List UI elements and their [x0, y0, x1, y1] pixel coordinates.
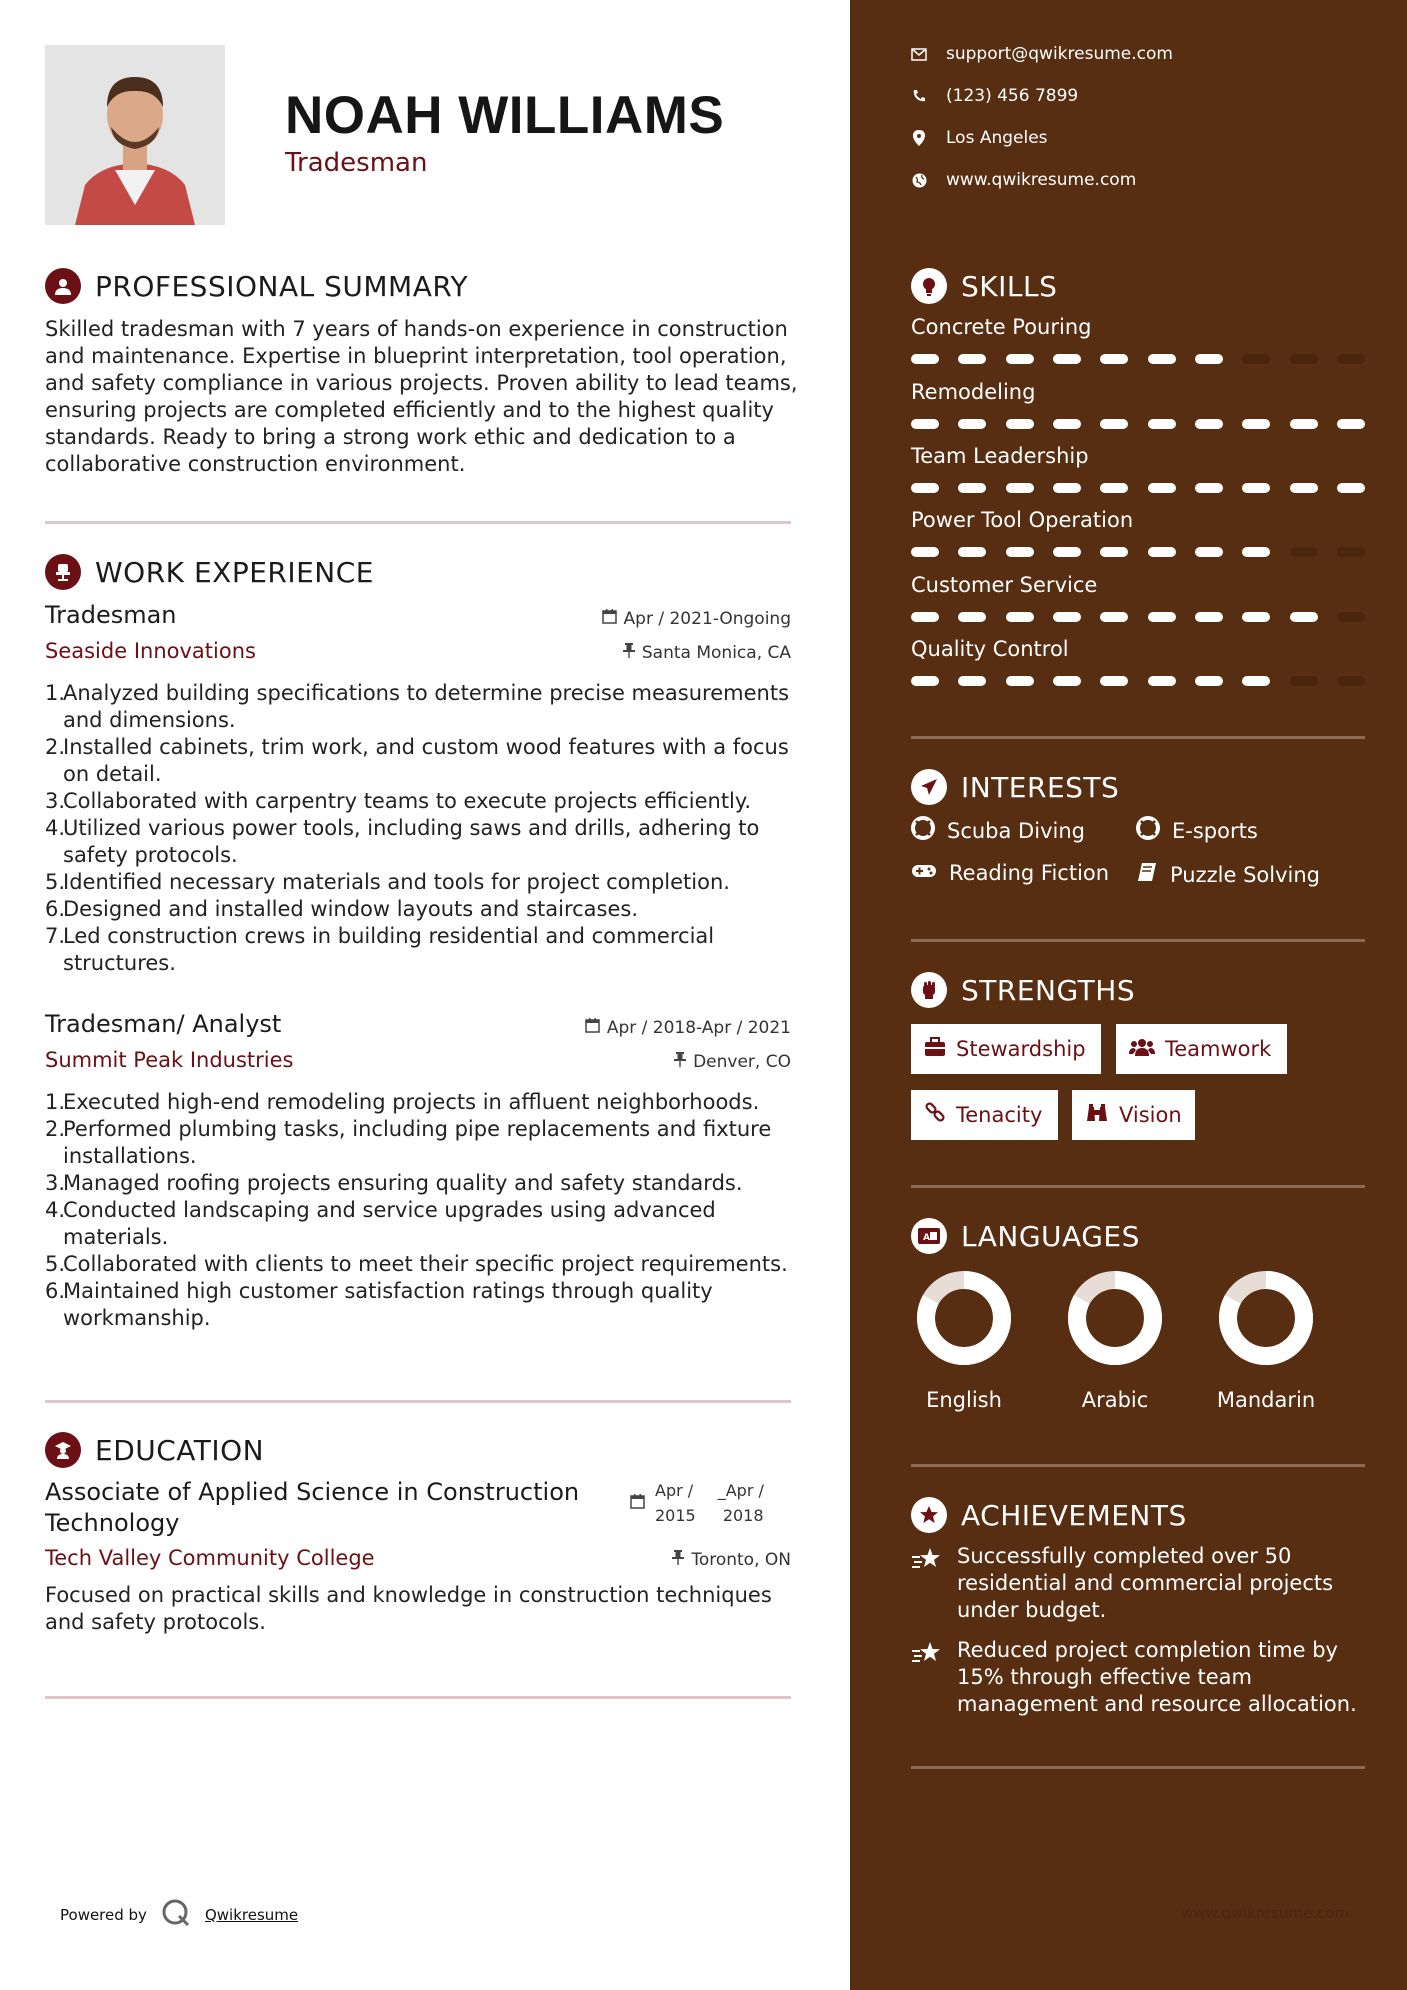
list-item: 6. Maintained high customer satisfaction ratings through quality workmanship. — [45, 1279, 713, 1330]
brand-link[interactable]: Qwikresume — [204, 1906, 299, 1924]
skill-segment — [1148, 612, 1176, 622]
skill-segment — [1337, 676, 1365, 686]
skill-segment — [1100, 419, 1128, 429]
footer-url[interactable]: www.qwikresume.com — [1181, 1904, 1349, 1922]
divider — [911, 939, 1365, 942]
globe-icon — [911, 172, 927, 188]
education-dates — [630, 1478, 764, 1528]
school-name: Tech Valley Community College — [45, 1546, 375, 1570]
list-item: 2. Installed cabinets, trim work, and custom wood features with a focus on detail. — [45, 735, 789, 786]
list-item: 6. Designed and installed window layouts and staircases. — [45, 897, 639, 921]
sidebar — [850, 0, 1407, 1990]
company-name: Summit Peak Industries — [45, 1048, 294, 1072]
candidate-title: Tradesman — [285, 148, 428, 178]
svg-text:A: A — [923, 1233, 930, 1243]
skill-segment — [958, 419, 986, 429]
job-location: Denver, CO — [674, 1052, 791, 1072]
skill-segment — [1100, 483, 1128, 493]
skill-segment — [1337, 419, 1365, 429]
interests-heading — [911, 769, 1119, 805]
skill-segment — [1337, 354, 1365, 364]
powered-by: Powered by Qwikresume — [60, 1898, 298, 1932]
skill-segment — [1006, 612, 1034, 622]
skill-segment — [1195, 547, 1223, 557]
contact-phone[interactable]: (123) 456 7899 — [911, 86, 1078, 106]
skills-heading — [911, 268, 1057, 304]
skill-segment — [1195, 483, 1223, 493]
skill-segment — [911, 547, 939, 557]
book-icon — [1136, 861, 1158, 888]
binoculars-icon — [1085, 1103, 1109, 1128]
skill-segment — [958, 483, 986, 493]
skill-name: Power Tool Operation — [911, 508, 1134, 532]
skill-segment — [1006, 419, 1034, 429]
skill-segment — [1053, 676, 1081, 686]
interest-item: Scuba Diving — [911, 816, 1085, 845]
star-badge-icon — [911, 1497, 947, 1533]
skill-segment — [1290, 676, 1318, 686]
skill-segment — [1053, 483, 1081, 493]
skill-segment — [1242, 547, 1270, 557]
language-item — [1050, 1268, 1180, 1412]
list-item: 5. Identified necessary materials and tools for project completion. — [45, 870, 730, 894]
interest-item: Reading Fiction — [911, 861, 1109, 885]
job-bullets — [45, 1089, 800, 1332]
skill-segment — [1148, 676, 1176, 686]
skill-segment — [911, 612, 939, 622]
job-bullets — [45, 680, 800, 977]
skill-segment — [1100, 547, 1128, 557]
shooting-star-icon — [911, 1543, 943, 1624]
company-name: Seaside Innovations — [45, 639, 256, 663]
strength-chip: Stewardship — [911, 1024, 1101, 1074]
skill-segment — [1242, 354, 1270, 364]
candidate-name: NOAH WILLIAMS — [285, 86, 725, 145]
skill-segment — [1337, 483, 1365, 493]
pin-icon — [623, 643, 635, 663]
skill-segment — [1100, 612, 1128, 622]
language-item — [1201, 1268, 1331, 1412]
education-heading — [45, 1432, 264, 1468]
skill-segment — [1148, 354, 1176, 364]
language-name: English — [926, 1388, 1002, 1412]
skill-segment — [1053, 612, 1081, 622]
list-item: 7. Led construction crews in building residential and commercial structures. — [45, 924, 715, 975]
skill-segment — [1290, 612, 1318, 622]
contact-website[interactable]: www.qwikresume.com — [911, 170, 1136, 190]
skills-title: SKILLS — [961, 269, 1058, 303]
skill-bar — [911, 612, 1365, 622]
job-dates: Apr / 2021-Ongoing — [602, 609, 791, 629]
lifebuoy-icon — [911, 816, 935, 845]
pin-icon — [674, 1052, 686, 1072]
list-item: 3. Collaborated with carpentry teams to execute projects efficiently. — [45, 789, 751, 813]
degree-title: Associate of Applied Science in Construction Technology — [45, 1478, 580, 1537]
skill-segment — [958, 547, 986, 557]
list-item: 4. Utilized various power tools, including saws and drills, adhering to safety protocols. — [45, 816, 760, 867]
paper-plane-icon — [911, 769, 947, 805]
language-name: Arabic — [1081, 1388, 1149, 1412]
job-dates: Apr / 2018-Apr / 2021 — [585, 1018, 791, 1038]
divider — [911, 736, 1365, 739]
skill-segment — [911, 676, 939, 686]
education-title: EDUCATION — [95, 1433, 265, 1467]
list-item: 2. Performed plumbing tasks, including pipe replacements and fixture installations. — [45, 1117, 772, 1168]
skill-segment — [958, 354, 986, 364]
user-icon — [45, 268, 81, 304]
achievement-item: Reduced project completion time by 15% through effective team management and resource allocation. — [911, 1637, 1381, 1718]
language-item — [899, 1268, 1029, 1412]
skill-name: Remodeling — [911, 380, 1036, 404]
language-name: Mandarin — [1216, 1388, 1316, 1412]
strength-chip: Teamwork — [1116, 1024, 1287, 1074]
pin-icon — [672, 1550, 684, 1570]
language-ring — [1065, 1268, 1165, 1368]
lightbulb-icon — [911, 268, 947, 304]
skill-bar — [911, 547, 1365, 557]
summary-text: Skilled tradesman with 7 years of hands-on experience in construction and maintenance. Expertise in blueprint interpretation, tool operation, and safety compliance in various projects. Proven ability to lead teams, ensuring projects are completed efficiently and to the highest quality standards. Ready to bring a strong work ethic and dedication to a collaborative construction environment. — [45, 317, 798, 476]
skill-segment — [958, 676, 986, 686]
divider — [911, 1766, 1365, 1769]
interest-item: E-sports — [1136, 816, 1258, 845]
start-date: Apr / 2015 — [655, 1481, 696, 1525]
skill-segment — [1006, 547, 1034, 557]
end-date: _Apr / 2018 — [717, 1481, 764, 1525]
profile-photo — [45, 45, 225, 225]
skill-segment — [1100, 354, 1128, 364]
skill-segment — [1148, 547, 1176, 557]
language-icon — [911, 1218, 947, 1254]
skill-segment — [911, 419, 939, 429]
strength-chip: Tenacity — [911, 1090, 1058, 1140]
skill-segment — [1195, 419, 1223, 429]
skill-segment — [911, 483, 939, 493]
skill-bar — [911, 483, 1365, 493]
summary-heading — [45, 268, 468, 304]
skill-segment — [1242, 676, 1270, 686]
skill-segment — [1337, 547, 1365, 557]
strengths-heading — [911, 972, 1135, 1008]
skill-segment — [1006, 354, 1034, 364]
skill-segment — [1195, 354, 1223, 364]
skill-segment — [1337, 612, 1365, 622]
languages-heading — [911, 1218, 1140, 1254]
graduate-icon — [45, 1432, 81, 1468]
phone-icon — [911, 88, 927, 104]
job-title: Tradesman — [45, 601, 177, 629]
education-description: Focused on practical skills and knowledge in construction techniques and safety protocols. — [45, 1583, 772, 1634]
skill-bar — [911, 354, 1365, 364]
divider — [911, 1464, 1365, 1467]
skill-segment — [958, 612, 986, 622]
skill-segment — [1242, 419, 1270, 429]
list-item: 5. Collaborated with clients to meet their specific project requirements. — [45, 1252, 788, 1276]
skill-segment — [1242, 483, 1270, 493]
skill-segment — [1290, 354, 1318, 364]
skill-name: Quality Control — [911, 637, 1069, 661]
summary-title: PROFESSIONAL SUMMARY — [95, 269, 469, 303]
gamepad-icon — [911, 861, 937, 885]
skill-segment — [1053, 354, 1081, 364]
job-title: Tradesman/ Analyst — [45, 1010, 282, 1038]
strength-chip: Vision — [1072, 1090, 1195, 1140]
link-icon — [924, 1102, 946, 1129]
experience-title: WORK EXPERIENCE — [95, 555, 374, 589]
skill-segment — [1006, 483, 1034, 493]
school-location: Toronto, ON — [672, 1550, 791, 1570]
list-item: 3. Managed roofing projects ensuring quality and safety standards. — [45, 1171, 743, 1195]
calendar-icon — [585, 1018, 600, 1038]
job-location: Santa Monica, CA — [623, 643, 791, 663]
achievement-item: Successfully completed over 50 residential and commercial projects under budget. — [911, 1543, 1381, 1624]
qwikresume-logo-icon — [161, 1898, 191, 1932]
experience-heading — [45, 554, 374, 590]
list-item: 1. Executed high-end remodeling projects in affluent neighborhoods. — [45, 1090, 760, 1114]
skill-segment — [1100, 676, 1128, 686]
skill-bar — [911, 419, 1365, 429]
skill-segment — [1053, 419, 1081, 429]
skill-name: Team Leadership — [911, 444, 1089, 468]
achievements-heading — [911, 1497, 1187, 1533]
map-pin-icon — [911, 130, 927, 146]
lifebuoy-icon — [1136, 816, 1160, 845]
list-item: 4. Conducted landscaping and service upgrades using advanced materials. — [45, 1198, 716, 1249]
skill-segment — [1195, 676, 1223, 686]
list-item: 1. Analyzed building specifications to determine precise measurements and dimensions. — [45, 681, 790, 732]
skill-segment — [1148, 419, 1176, 429]
interest-item: Puzzle Solving — [1136, 861, 1320, 888]
languages-title: LANGUAGES — [961, 1219, 1140, 1253]
divider — [45, 1696, 791, 1699]
skill-segment — [1290, 419, 1318, 429]
language-ring — [1216, 1268, 1316, 1368]
skill-segment — [1053, 547, 1081, 557]
skill-segment — [1148, 483, 1176, 493]
skill-segment — [1242, 612, 1270, 622]
interests-title: INTERESTS — [961, 770, 1120, 804]
skill-name: Customer Service — [911, 573, 1098, 597]
envelope-icon — [911, 46, 927, 62]
briefcase-icon — [924, 1037, 946, 1062]
skill-segment — [1195, 612, 1223, 622]
strengths-title: STRENGTHS — [961, 973, 1136, 1007]
skill-segment — [1290, 483, 1318, 493]
contact-email[interactable]: support@qwikresume.com — [911, 44, 1173, 64]
calendar-icon — [630, 1494, 645, 1513]
shooting-star-icon — [911, 1637, 943, 1718]
divider — [45, 1400, 791, 1403]
chair-icon — [45, 554, 81, 590]
users-icon — [1129, 1037, 1155, 1062]
fist-icon — [911, 972, 947, 1008]
skill-segment — [1006, 676, 1034, 686]
skill-segment — [1290, 547, 1318, 557]
language-ring — [914, 1268, 1014, 1368]
skill-name: Concrete Pouring — [911, 315, 1092, 339]
divider — [911, 1185, 1365, 1188]
skill-segment — [911, 354, 939, 364]
skill-bar — [911, 676, 1365, 686]
divider — [45, 521, 791, 524]
contact-location: Los Angeles — [911, 128, 1048, 148]
achievements-title: ACHIEVEMENTS — [961, 1498, 1187, 1532]
calendar-icon — [602, 609, 617, 629]
